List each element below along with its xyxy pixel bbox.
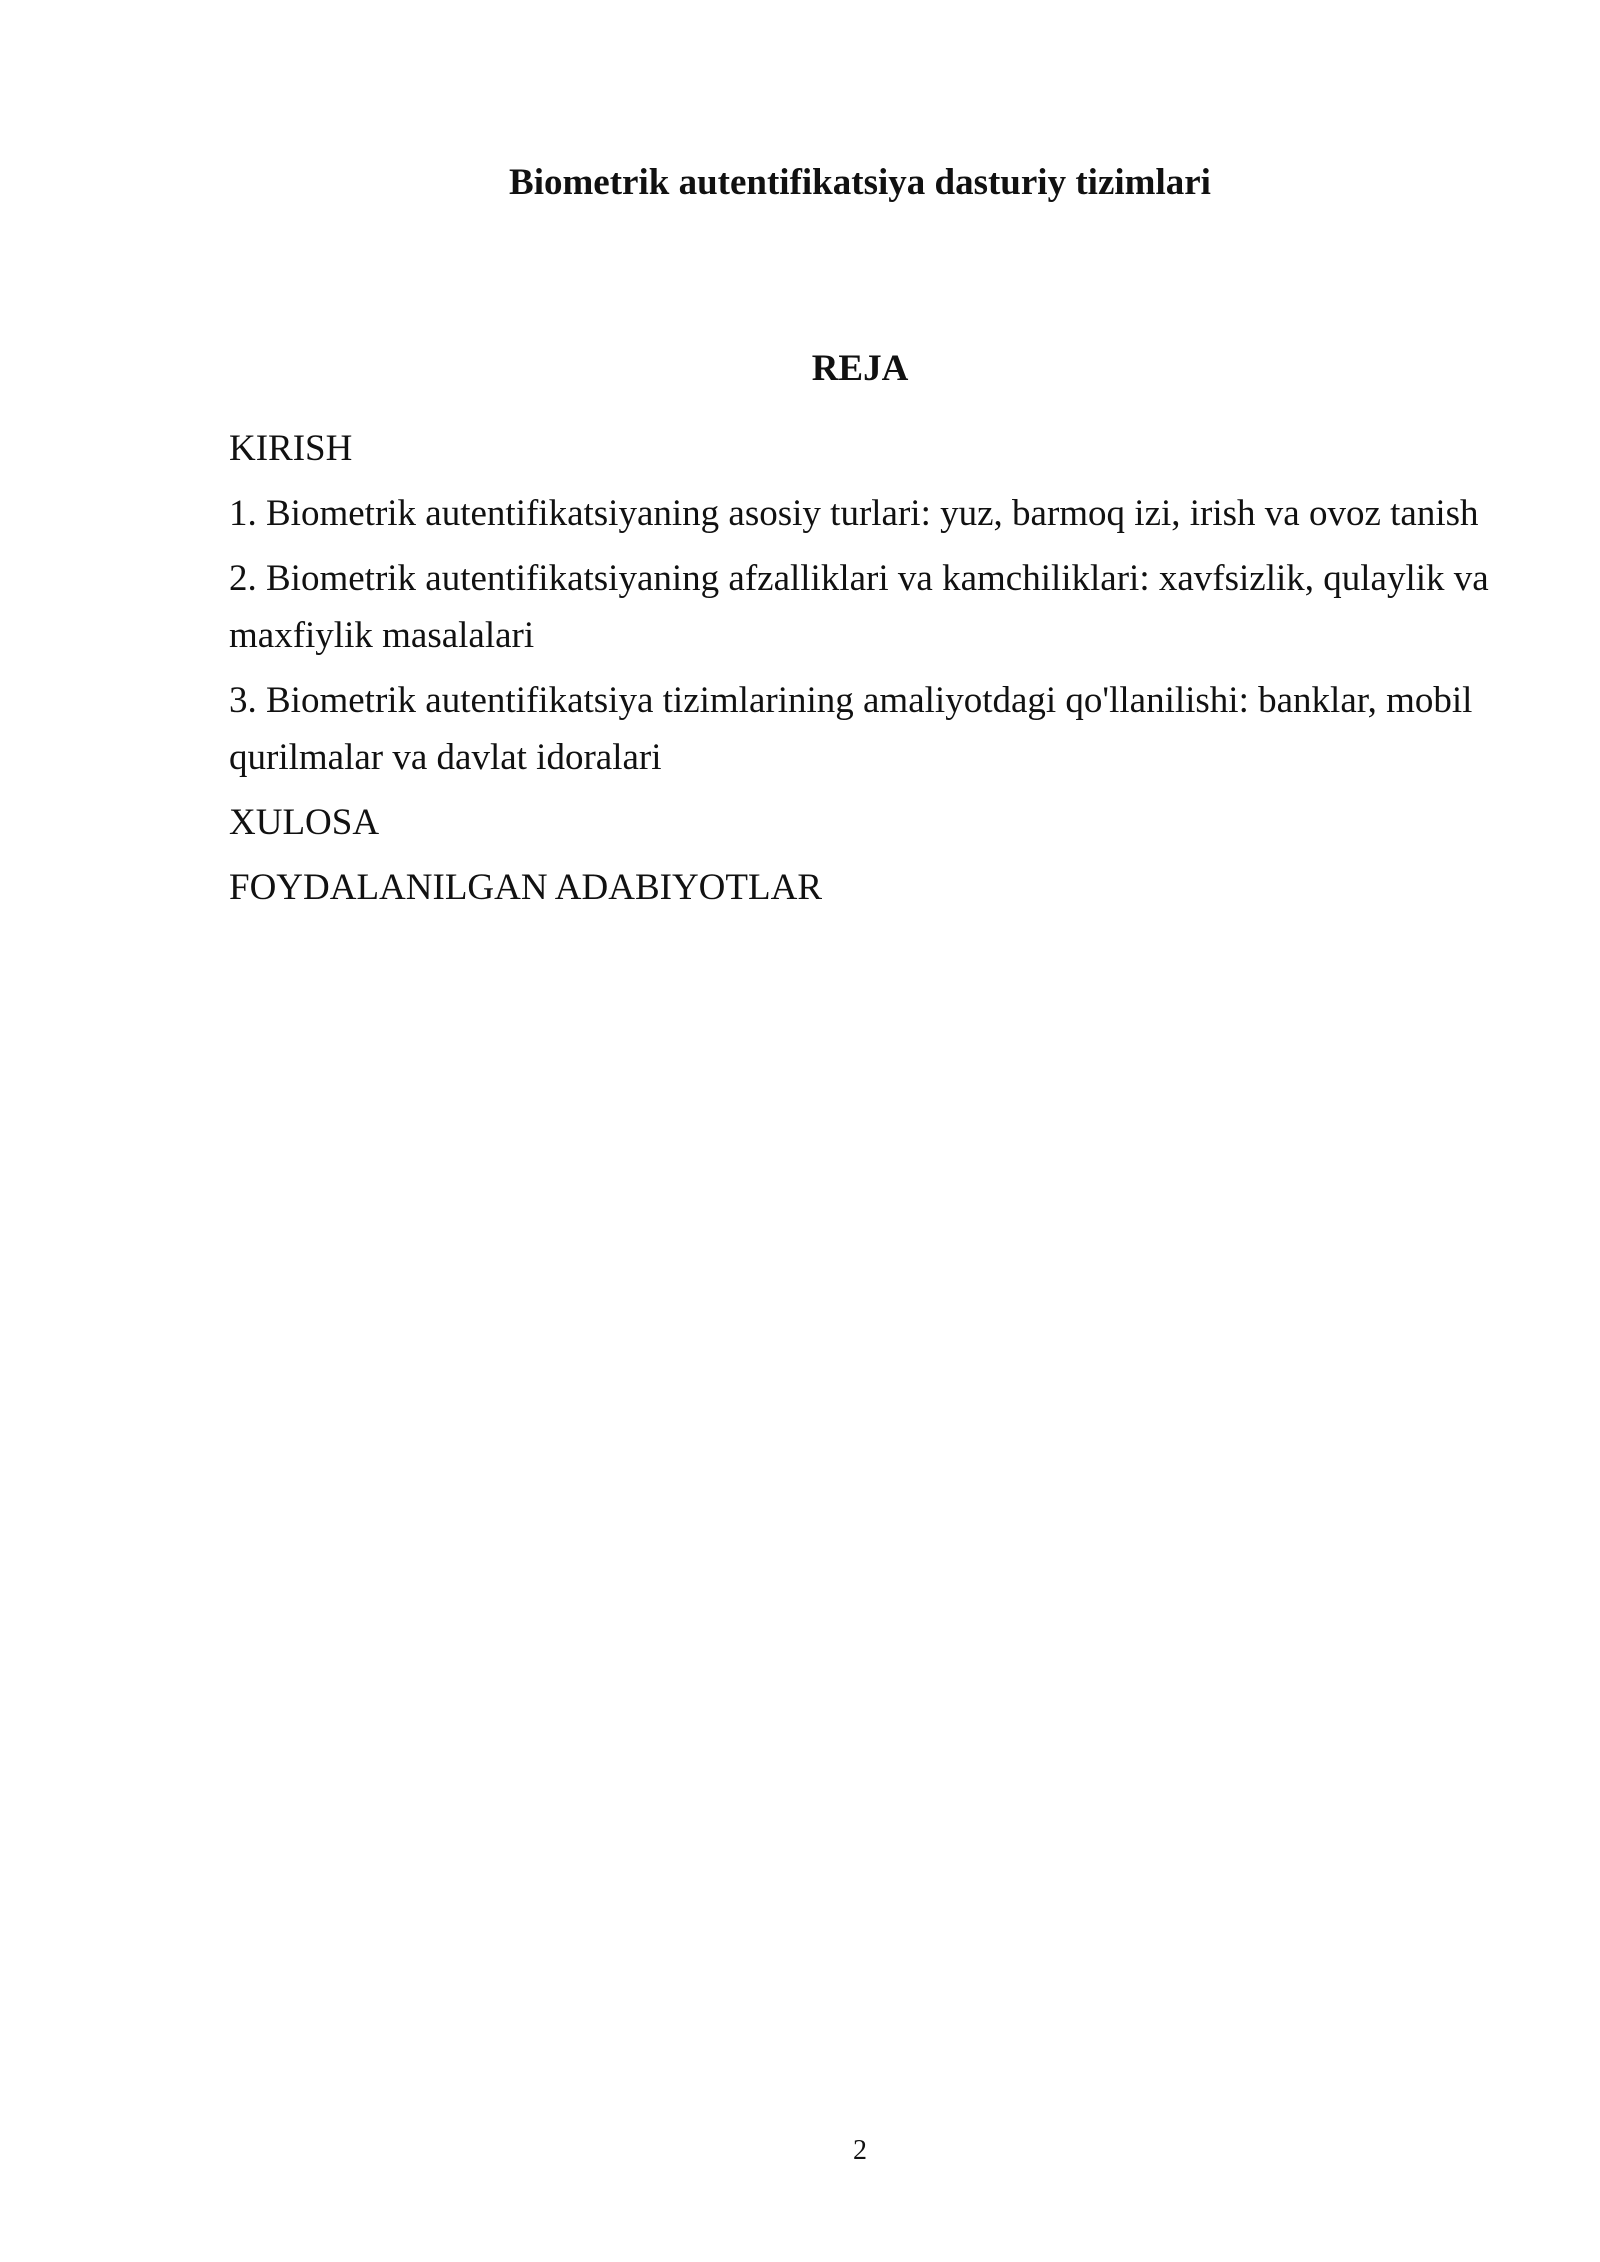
plan-item-introduction: KIRISH (229, 428, 353, 469)
plan-list (229, 420, 1489, 924)
document-title: Biometrik autentifikatsiya dasturiy tizimlari (509, 162, 1211, 203)
plan-item-3: 3. Biometrik autentifikatsiya tizimlarining amaliyotdagi qo'llanilishi: banklar, mobil qurilmalar va davlat idoralari (229, 680, 1473, 778)
plan-item-references: FOYDALANILGAN ADABIYOTLAR (229, 867, 822, 908)
plan-item-conclusion: XULOSA (229, 802, 380, 843)
plan-heading: REJA (811, 348, 909, 389)
page-number: 2 (853, 2135, 867, 2166)
plan-item-2: 2. Biometrik autentifikatsiyaning afzalliklari va kamchiliklari: xavfsizlik, qulaylik va maxfiylik masalalari (229, 558, 1489, 656)
plan-item-1: 1. Biometrik autentifikatsiyaning asosiy turlari: yuz, barmoq izi, irish va ovoz tanish (229, 493, 1479, 534)
